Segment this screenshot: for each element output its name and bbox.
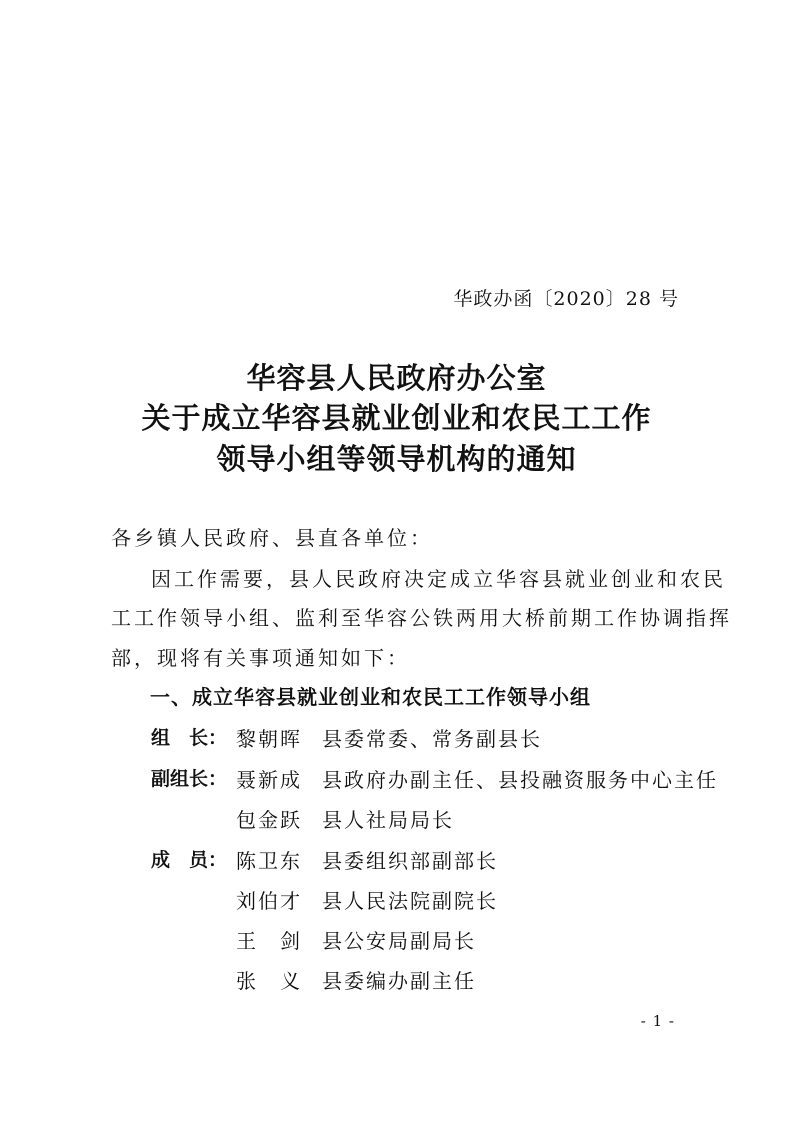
member-name: 王 剑 xyxy=(236,929,302,953)
member-name: 聂新成 xyxy=(236,768,302,792)
member-position: 县人民法院副院长 xyxy=(322,889,498,913)
member-name: 刘伯才 xyxy=(236,889,302,913)
member-name: 张 义 xyxy=(236,969,302,993)
member-name: 陈卫东 xyxy=(236,849,302,873)
document-number: 华政办函〔2020〕28 号 xyxy=(453,288,679,310)
member-position: 县委组织部副部长 xyxy=(322,849,498,873)
member-position: 县委编办副主任 xyxy=(322,969,476,993)
page-number: - 1 - xyxy=(640,1012,675,1030)
title-line-1: 华容县人民政府办公室 xyxy=(246,361,547,395)
member-position: 县政府办副主任、县投融资服务中心主任 xyxy=(322,768,718,792)
member-position: 县委常委、常务副县长 xyxy=(322,727,542,751)
section-heading: 一、成立华容县就业创业和农民工工作领导小组 xyxy=(150,685,591,709)
member-name: 黎朝晖 xyxy=(236,727,302,751)
member-position: 县公安局副局长 xyxy=(322,929,476,953)
paragraph-line: 工工作领导小组、监利至华容公铁两用大桥前期工作协调指挥 xyxy=(111,606,732,630)
title-line-2: 关于成立华容县就业创业和农民工工作 xyxy=(141,401,652,435)
member-role-members: 成 员： xyxy=(151,849,228,871)
member-name: 包金跃 xyxy=(236,808,302,832)
member-role-leader: 组 长： xyxy=(151,727,228,749)
member-role-deputy-leader: 副组长： xyxy=(151,768,228,790)
paragraph-line: 因工作需要，县人民政府决定成立华容县就业创业和农民 xyxy=(151,567,726,591)
paragraph-line: 部，现将有关事项通知如下： xyxy=(111,646,410,670)
title-line-3: 领导小组等领导机构的通知 xyxy=(216,442,577,476)
member-position: 县人社局局长 xyxy=(322,808,454,832)
addressee: 各乡镇人民政府、县直各单位： xyxy=(111,526,433,550)
